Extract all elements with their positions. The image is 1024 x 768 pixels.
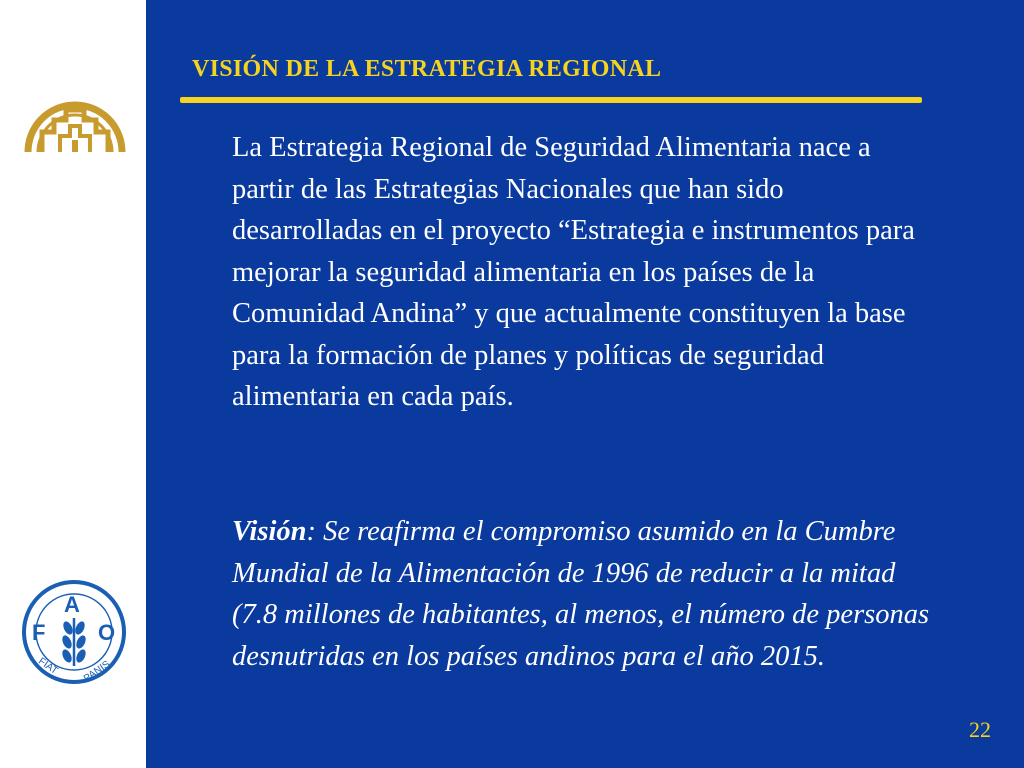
page-number: 22: [969, 717, 991, 742]
svg-text:O: O: [98, 620, 116, 645]
comunidad-andina-logo: [20, 80, 130, 154]
fao-logo: [20, 578, 128, 686]
title-underline: [180, 97, 922, 103]
intro-paragraph: La Estrategia Regional de Seguridad Alimentaria nace a partir de las Estrategias Nacionales que han sido desarrolladas en el proyecto “Estrategia e instrumentos para mejorar la seguridad alimentaria en los países de la Comunidad Andina” y que actualmente constituyen la base para la formación de planes y políticas de seguridad alimentaria en cada país.: [232, 132, 915, 412]
vision-label: Visión: [232, 516, 307, 547]
svg-text:PANIS: PANIS: [81, 658, 113, 685]
left-sidebar: [0, 0, 146, 768]
svg-text:F: F: [32, 620, 46, 645]
svg-text:FIAT: FIAT: [36, 655, 60, 677]
slide-title: VISIÓN DE LA ESTRATEGIA REGIONAL: [192, 56, 662, 82]
vision-text: : Se reafirma el compromiso asumido en la Cumbre Mundial de la Alimentación de 1996 de reducir a la mitad (7.8 millones de habitantes, al menos, el número de personas desnutridas en los países andinos para el año 2015.: [232, 516, 930, 672]
svg-text:A: A: [64, 592, 80, 617]
vision-paragraph: [232, 511, 938, 677]
